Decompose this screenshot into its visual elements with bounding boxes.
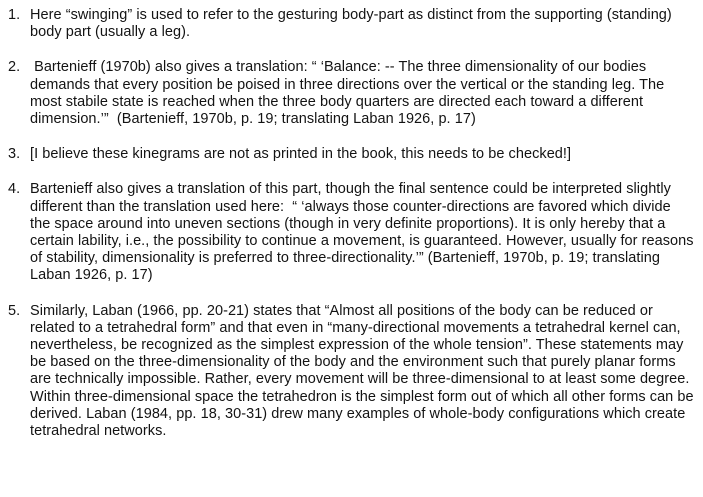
footnote-number: 4. (8, 181, 21, 198)
footnote-text: [I believe these kinegrams are not as printed in the book, this needs to be checked!] (30, 146, 572, 163)
footnote-item-2 (8, 59, 697, 128)
footnote-number: 5. (8, 302, 21, 319)
footnote-text: Bartenieff (1970b) also gives a translation: “ ‘Balance: -- The three dimensionality of our bodies demands that every position be poised in three directions over the vertical or the standing leg. The most stabile state is reached when the three body quarters are directed each toward a different dimension.’” (Bartenieff, 1970b, p. 19; translating Laban 1926, p. 17) (30, 59, 669, 128)
footnote-item-4 (8, 181, 697, 284)
footnote-number: 3. (8, 146, 21, 163)
footnote-list (8, 7, 697, 440)
footnote-number: 2. (8, 59, 21, 76)
footnote-text: Similarly, Laban (1966, pp. 20-21) states that “Almost all positions of the body can be reduced or related to a tetrahedral form” and that even in “many-directional movements a tetrahedral kernel can, nevertheless, be recognized as the simplest expression of the whole tension”. These statements may be based on the three-dimensionality of the body and the environment such that purely planar forms are technically impossible. Rather, every movement will be three-dimensional to at least some degree. Within three-dimensional space the tetrahedron is the simplest form out of which all other forms can be derived. Laban (1984, pp. 18, 30-31) drew many examples of whole-body configurations which create tetrahedral networks. (30, 302, 698, 440)
footnote-text: Here “swinging” is used to refer to the gesturing body-part as distinct from the supporting (standing) body part (usually a leg). (30, 7, 676, 41)
footnote-text: Bartenieff also gives a translation of this part, though the final sentence could be interpreted slightly different than the translation used here: “ ‘always those counter-directions are favored which divide the space around into uneven sections (though in very definite proportions). It is only hereby that a certain lability, i.e., the possibility to continue a movement, is guaranteed. However, usually for reasons of stability, dimensionality is preferred to three-directionality.’” (Bartenieff, 1970b, p. 19; translating Laban 1926, p. 17) (30, 181, 698, 284)
footnote-number: 1. (8, 7, 21, 23)
footnote-item-3 (8, 146, 697, 163)
footnote-item-1 (8, 7, 697, 41)
footnote-item-5 (8, 303, 697, 441)
